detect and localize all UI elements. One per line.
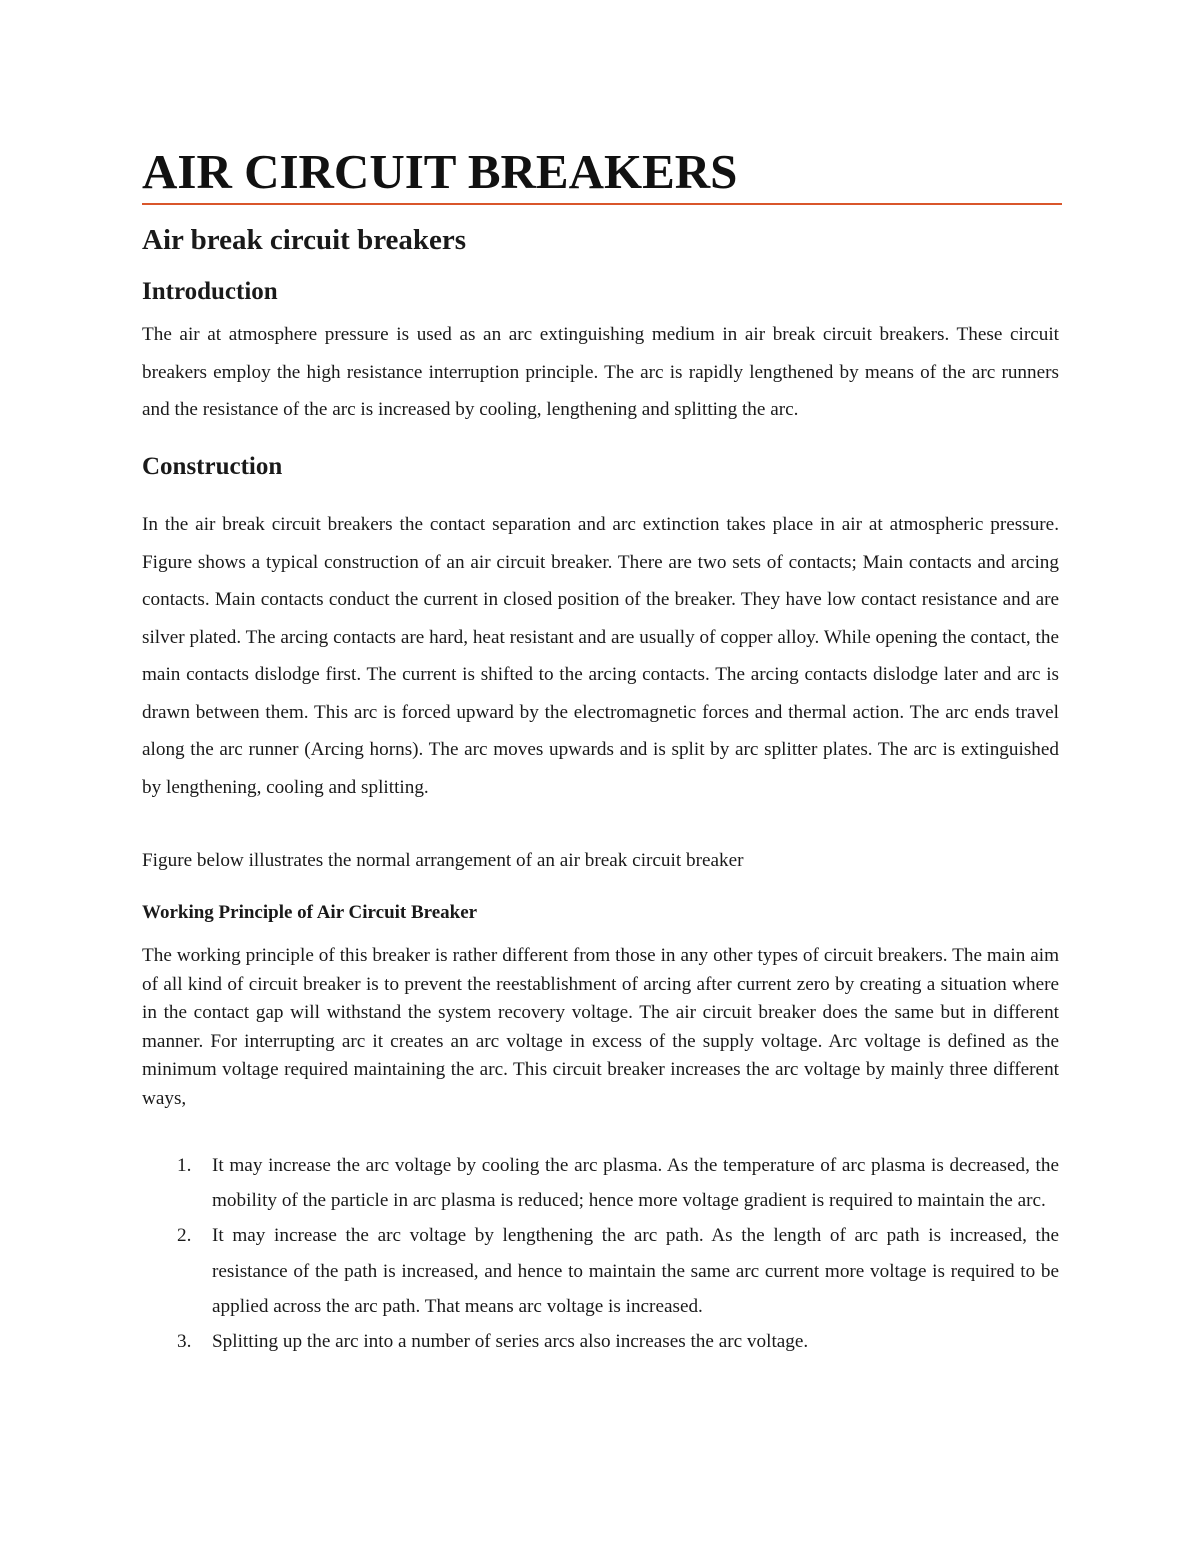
list-number: 2. [177, 1225, 192, 1247]
introduction-paragraph: The air at atmosphere pressure is used as an arc extinguishing medium in air break circuit breakers. These circuit breakers employ the high resistance interruption principle. The arc is rapidly lengthened by means of the arc runners and the resistance of the arc is increased by cooling, lengthening and splitting the arc. [142, 324, 1059, 420]
page-title: AIR CIRCUIT BREAKERS [142, 144, 738, 199]
list-item [142, 1324, 1059, 1359]
working-principle-heading: Working Principle of Air Circuit Breaker [142, 902, 478, 923]
introduction-heading: Introduction [142, 278, 278, 305]
list-number: 3. [177, 1331, 192, 1353]
construction-heading: Construction [142, 453, 283, 480]
list-item [142, 1148, 1059, 1218]
list-item-text: It may increase the arc voltage by cooling the arc plasma. As the temperature of arc plasma is decreased, the mobility of the particle in arc plasma is reduced; hence more voltage gradient is required to maintain the arc. [212, 1155, 1059, 1212]
list-item-text: It may increase the arc voltage by lengthening the arc path. As the length of arc path is increased, the resistance of the path is increased, and hence to maintain the same arc current more voltage is required to be applied across the arc path. That means arc voltage is increased. [212, 1225, 1059, 1317]
figure-note: Figure below illustrates the normal arrangement of an air break circuit breaker [142, 850, 744, 871]
working-principle-paragraph: The working principle of this breaker is rather different from those in any other types of circuit breakers. The main aim of all kind of circuit breaker is to prevent the reestablishment of arcing after current zero by creating a situation where in the contact gap will withstand the system recovery voltage. The air circuit breaker does the same but in different manner. For interrupting arc it creates an arc voltage in excess of the supply voltage. Arc voltage is defined as the minimum voltage required maintaining the arc. This circuit breaker increases the arc voltage by mainly three different ways, [142, 945, 1059, 1109]
list-item [142, 1218, 1059, 1324]
list-number: 1. [177, 1155, 192, 1176]
construction-paragraph: In the air break circuit breakers the contact separation and arc extinction takes place in air at atmospheric pressure. Figure shows a typical construction of an air circuit breaker. There are two sets of contacts; Main contacts and arcing contacts. Main contacts conduct the current in closed position of the breaker. They have low contact resistance and are silver plated. The arcing contacts are hard, heat resistant and are usually of copper alloy. While opening the contact, the main contacts dislodge first. The current is shifted to the arcing contacts. The arcing contacts dislodge later and arc is drawn between them. This arc is forced upward by the electromagnetic forces and thermal action. The arc ends travel along the arc runner (Arcing horns). The arc moves upwards and is split by arc splitter plates. The arc is extinguished by lengthening, cooling and splitting. [142, 514, 1059, 798]
arc-voltage-methods-list [142, 1148, 1059, 1359]
list-item-text: Splitting up the arc into a number of series arcs also increases the arc voltage. [212, 1331, 809, 1353]
document-subtitle: Air break circuit breakers [142, 224, 467, 256]
title-divider [142, 203, 1062, 205]
